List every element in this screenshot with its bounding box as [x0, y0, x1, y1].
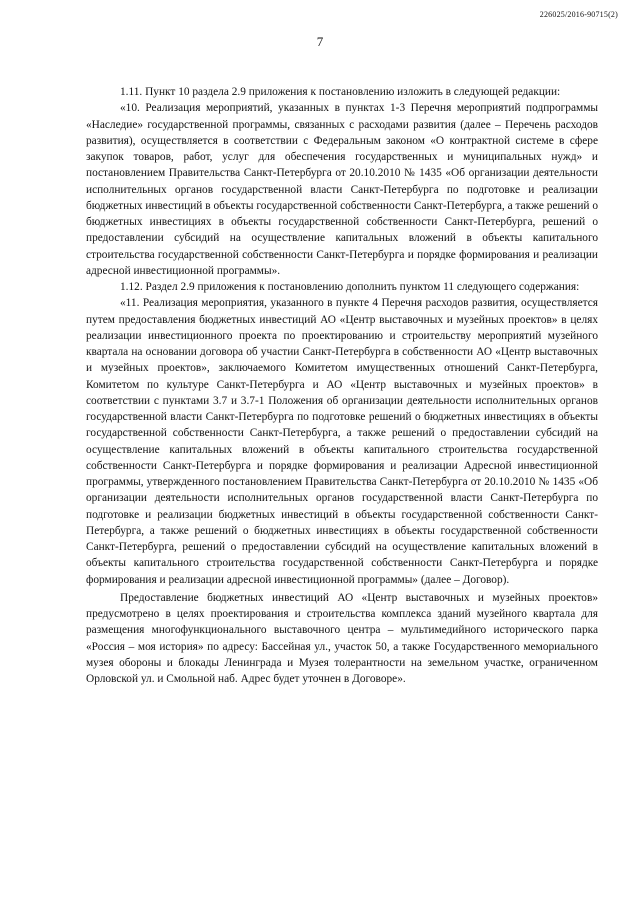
- paragraph-point-11-text: «11. Реализация мероприятия, указанного в пункте 4 Перечня расходов развития, осуществляется путем предоставления бюджетных инвестиций АО «Центр выставочных и музейных проектов» в целях реализации инвестиционного проекта по проектированию и строительству мероприятий музейного квартала на основании договора об участии Санкт-Петербурга в собственности АО «Центр выставочных и музейных проектов», заключаемого Комитетом имущественных отношений Санкт-Петербурга, Комитетом по культуре Санкт-Петербурга и АО «Центр выставочных и музейных проектов» в соответствии с пунктами 3.7 и 3.7-1 Положения об организации деятельности исполнительных органов государственной власти Санкт-Петербурга по подготовке решений о бюджетных инвестициях в объекты государственной собственности Санкт-Петербурга, а также решений о предоставлении субсидий на осуществление капитальных вложений в объекты капитального строительства государственной собственности Санкт-Петербурга и порядке формирования и реализации Адресной инвестиционной программы, утвержденного постановлением Правительства Санкт-Петербурга от 20.10.2010 № 1435 «Об организации деятельности исполнительных органов государственной власти Санкт-Петербурга по подготовке и реализации бюджетных инвестиций в объекты государственной собственности Санкт-Петербурга, а также решений о бюджетных инвестициях в объекты государственной собственности Санкт-Петербурга, решений о предоставлении субсидий на осуществление капитальных вложений в объекты капитального строительства государственной собственности Санкт-Петербурга и порядке формирования и реализации адресной инвестиционной программы» (далее – Договор).: [86, 297, 598, 586]
- page-number: 7: [316, 34, 324, 49]
- document-id: 226025/2016-90715(2): [539, 10, 618, 19]
- paragraph-investment-purpose: Предоставление бюджетных инвестиций АО «Центр выставочных и музейных проектов» предусмотрено в целях проектирования и строительства комплекса зданий музейного квартала для размещения многофункционального выставочного центра – мультимедийного исторического парка «Россия – моя история» по адресу: Бассейная ул., участок 50, а также Государственного мемориального музея обороны и блокады Ленинграда и Музея толерантности на земельном участке, ограниченном Орловской ул. и Смольной наб. Адрес будет уточнен в Договоре».: [86, 591, 598, 685]
- paragraph-1-12: 1.12. Раздел 2.9 приложения к постановлению дополнить пунктом 11 следующего содержания:: [120, 281, 580, 293]
- paragraph-1-11: 1.11. Пункт 10 раздела 2.9 приложения к постановлению изложить в следующей редакции:: [120, 86, 561, 98]
- paragraph-point-10-text: «10. Реализация мероприятий, указанных в пунктах 1-3 Перечня мероприятий подпрограммы «Наследие» государственной программы, связанных с расходами развития (далее – Перечень расходов развития), осуществляется в соответствии с Федеральным законом «О контрактной системе в сфере закупок товаров, работ, услуг для обеспечения государственных и муниципальных нужд» и постановлением Правительства Санкт-Петербурга от 20.10.2010 № 1435 «Об организации деятельности исполнительных органов государственной власти Санкт-Петербурга по подготовке и реализации бюджетных инвестиций в объекты государственной собственности Санкт-Петербурга, а также решений о бюджетных инвестициях в объекты государственной собственности Санкт-Петербурга, решений о предоставлении субсидий на осуществление капитальных вложений в объекты капитального строительства государственной собственности Санкт-Петербурга и порядке формирования и реализации адресной инвестиционной программы».: [86, 102, 598, 277]
- document-body: [86, 84, 598, 687]
